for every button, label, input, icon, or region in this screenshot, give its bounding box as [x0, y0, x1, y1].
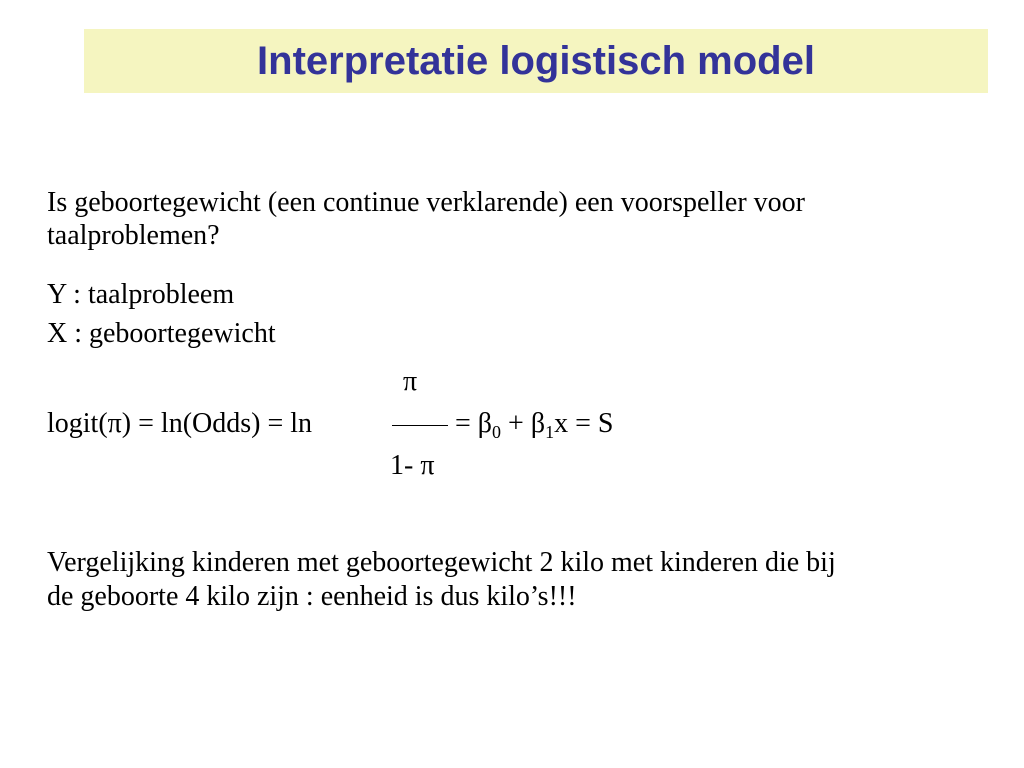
- y-definition: Y : taalprobleem: [47, 279, 235, 310]
- fraction-numerator: π: [403, 366, 418, 397]
- fraction-bar: [392, 425, 448, 426]
- beta-1: β: [530, 408, 546, 439]
- equation-rhs: = $\beta_0 + \beta_1x = S$: [455, 408, 614, 442]
- title-banner: [84, 29, 988, 93]
- question-line-1: Is geboortegewicht (een continue verklarende) een voorspeller voor: [47, 187, 806, 218]
- comparison-line-1: Vergelijking kinderen met geboortegewicht 2 kilo met kinderen die bij: [47, 547, 836, 578]
- equation-lhs: logit(π) = ln(Odds) = ln: [47, 408, 313, 439]
- question-line-2: taalproblemen?: [47, 220, 220, 251]
- beta-0-subscript: 0: [492, 422, 502, 442]
- beta-1-subscript: 1: [545, 422, 555, 442]
- fraction-denominator: 1- π: [390, 450, 435, 481]
- comparison-line-2: de geboorte 4 kilo zijn : eenheid is dus kilo’s!!!: [47, 581, 577, 612]
- slide-title: Interpretatie logistisch model: [257, 38, 815, 83]
- x-definition: X : geboortegewicht: [47, 318, 276, 349]
- beta-0: β: [477, 408, 493, 439]
